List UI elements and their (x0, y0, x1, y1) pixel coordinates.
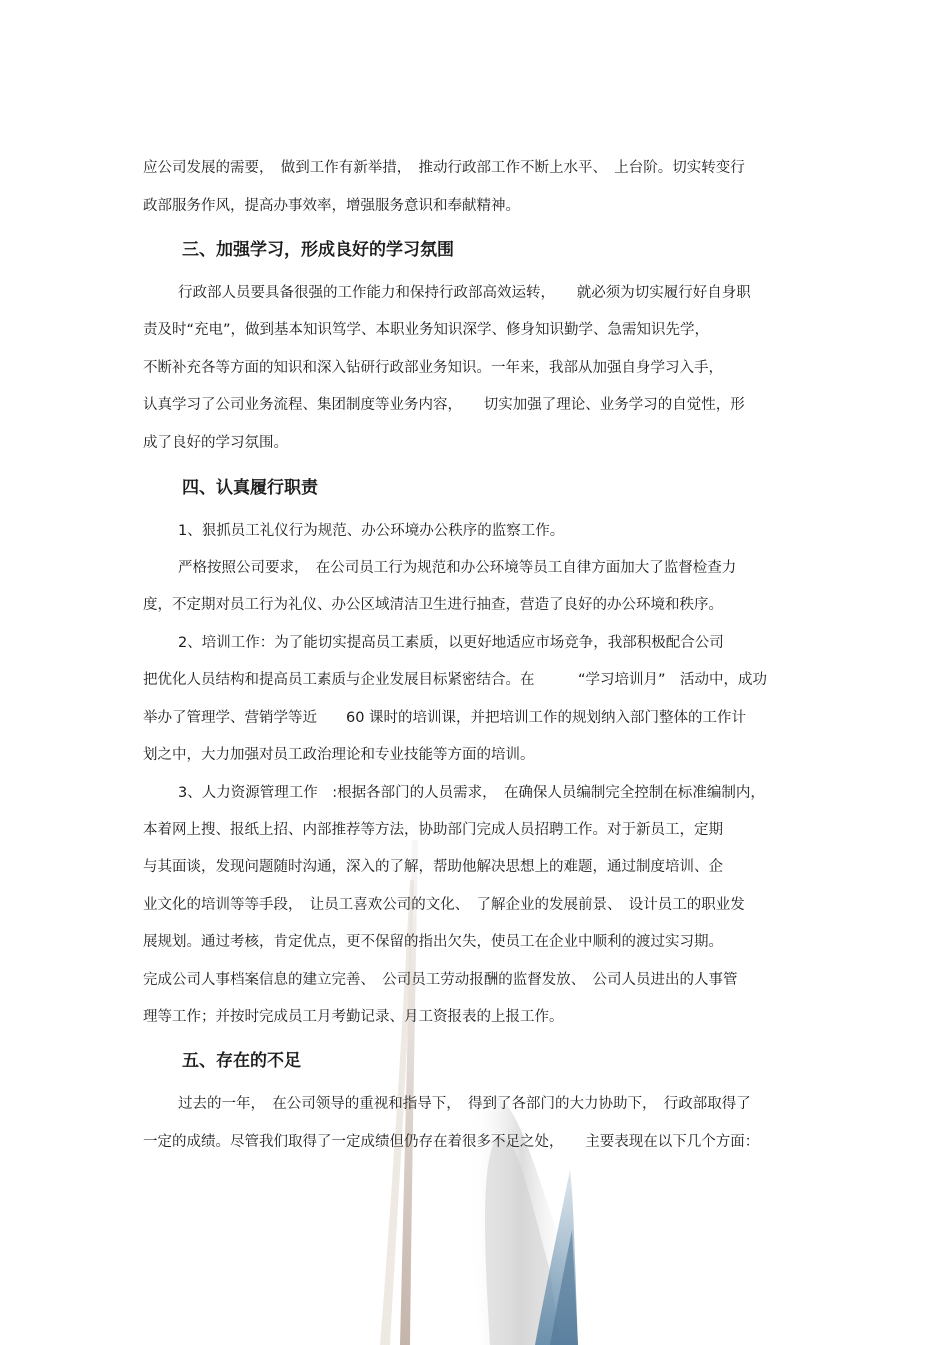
paragraph-line: 业文化的培训等等手段， 让员工喜欢公司的文化、 了解企业的发展前景、 设计员工的职业发 (143, 897, 745, 913)
section-heading-4: 四、认真履行职责 (182, 478, 318, 498)
paragraph-line: 不断补充各等方面的知识和深入钻研行政部业务知识。一年来，我部从加强自身学习入手， (143, 360, 723, 376)
section-heading-5: 五、存在的不足 (182, 1051, 301, 1071)
paragraph-line: 把优化人员结构和提高员工素质与企业发展目标紧密结合。在 “学习培训月” 活动中，成功 (143, 672, 768, 688)
paragraph-line: 政部服务作风，提高办事效率，增强服务意识和奉献精神。 (143, 198, 520, 214)
paragraph-line: 举办了管理学、营销学等近 60 课时的培训课，并把培训工作的规划纳入部门整体的工作计 (143, 710, 747, 726)
paragraph-line: 2、培训工作：为了能切实提高员工素质，以更好地适应市场竞争，我部积极配合公司 (178, 635, 724, 651)
paragraph-line: 责及时“充电”，做到基本知识笃学、本职业务知识深学、修身知识勤学、急需知识先学， (143, 322, 710, 338)
paragraph-line: 与其面谈，发现问题随时沟通，深入的了解，帮助他解决思想上的难题，通过制度培训、企 (143, 859, 723, 875)
paragraph-line: 划之中，大力加强对员工政治理论和专业技能等方面的培训。 (143, 747, 535, 763)
paragraph-line: 严格按照公司要求， 在公司员工行为规范和办公环境等员工自律方面加大了监督检查力 (178, 560, 737, 576)
section-heading-3: 三、加强学习，形成良好的学习氛围 (182, 240, 454, 260)
paragraph-line: 3、人力资源管理工作 :根据各部门的人员需求， 在确保人员编制完全控制在标准编制内， (178, 785, 765, 801)
paragraph-line: 理等工作；并按时完成员工月考勤记录、月工资报表的上报工作。 (143, 1009, 564, 1025)
paragraph-line: 成了良好的学习氛围。 (143, 435, 288, 451)
paragraph-line: 应公司发展的需要， 做到工作有新举措， 推动行政部工作不断上水平、 上台阶。切实转变行 (143, 160, 745, 176)
paragraph-line: 一定的成绩。尽管我们取得了一定成绩但仍存在着很多不足之处， 主要表现在以下几个方面： (143, 1134, 760, 1150)
paragraph-line: 展规划。通过考核，肯定优点，更不保留的指出欠失，使员工在企业中顺利的渡过实习期。 (143, 934, 723, 950)
paragraph-line: 行政部人员要具备很强的工作能力和保持行政部高效运转， 就必须为切实履行好自身职 (178, 285, 751, 301)
paragraph-line: 1、狠抓员工礼仪行为规范、办公环境办公秩序的监察工作。 (178, 523, 565, 539)
paragraph-line: 认真学习了公司业务流程、集团制度等业务内容， 切实加强了理论、业务学习的自觉性，形 (143, 397, 745, 413)
paragraph-line: 过去的一年， 在公司领导的重视和指导下， 得到了各部门的大力协助下， 行政部取得了 (178, 1096, 751, 1112)
paragraph-line: 度，不定期对员工行为礼仪、办公区域清洁卫生进行抽查，营造了良好的办公环境和秩序。 (143, 597, 723, 613)
paragraph-line: 完成公司人事档案信息的建立完善、 公司员工劳动报酬的监督发放、 公司人员进出的人事管 (143, 972, 738, 988)
paragraph-line: 本着网上搜、报纸上招、内部推荐等方法，协助部门完成人员招聘工作。对于新员工，定期 (143, 822, 723, 838)
